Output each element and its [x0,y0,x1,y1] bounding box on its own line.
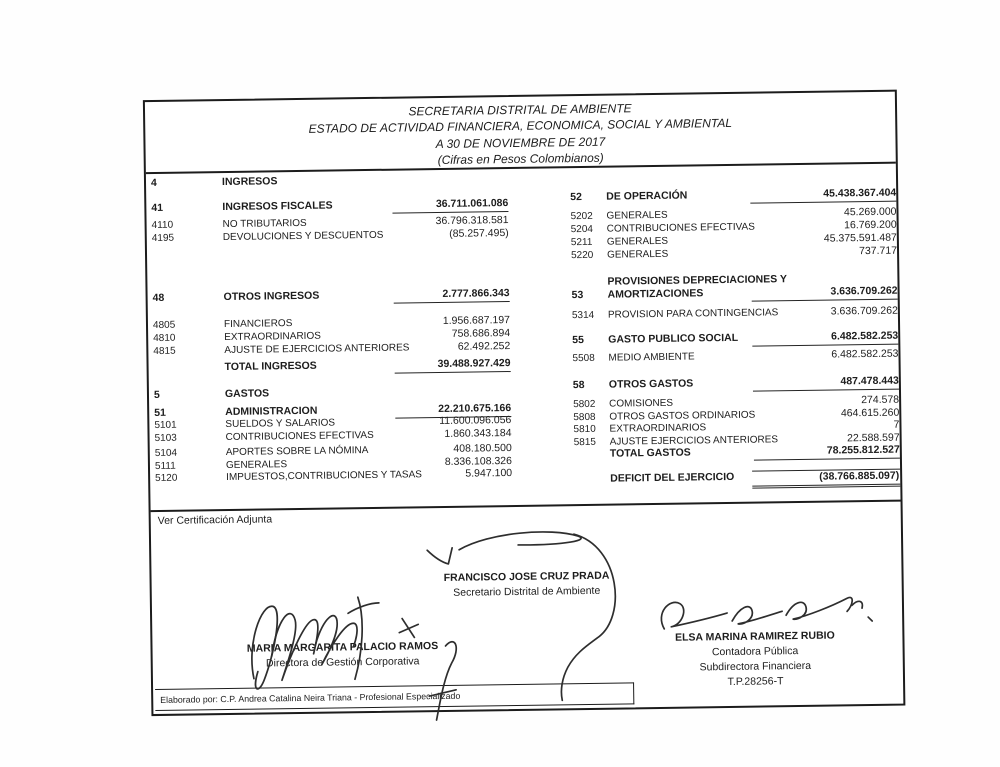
account-amount: 3.636.709.262 [752,285,898,302]
statement-date: A 30 DE NOVIEMBRE DE 2017 [435,134,606,152]
account-amount: 7 [893,418,900,431]
entity-title: SECRETARIA DISTRITAL DE AMBIENTE [408,101,632,119]
account-amount: 45.375.591.487 [823,231,897,245]
account-code: 53 [571,289,584,302]
account-label: GENERALES [606,235,669,248]
account-code: 5202 [570,210,593,223]
signatory-name: MARIA MARGARITA PALACIO RAMOS [246,640,439,655]
account-label: OTROS GASTOS ORDINARIOS [609,409,756,423]
account-amount: 487.478.443 [753,375,899,392]
account-amount: 1.860.343.184 [444,427,512,440]
account-code: 55 [572,334,585,347]
account-code: 5103 [154,432,177,445]
account-code: 5810 [573,423,596,436]
signature-block-directora [242,640,442,670]
account-label: GENERALES [606,248,669,261]
account-code: 48 [152,291,165,305]
account-label: IMPUESTOS,CONTRIBUCIONES Y TASAS [226,469,422,484]
account-amount: 45.269.000 [843,205,897,219]
account-amount: 78.255.812.527 [754,444,900,461]
account-amount: 22.210.675.166 [395,402,511,419]
prepared-by-text: Elaborado por: C.P. Andrea Catalina Neira Triana - Profesional Especializado [160,690,461,705]
account-amount: (38.766.885.097) [752,469,900,489]
account-label: DE OPERACIÓN [606,189,688,203]
account-amount: 6.482.582.253 [752,330,898,347]
account-amount [395,384,511,386]
statement-title: ESTADO DE ACTIVIDAD FINANCIERA, ECONOMICA, SOCIAL Y AMBIENTAL [308,115,733,136]
account-label: TOTAL GASTOS [609,446,691,460]
statement-row [570,469,902,488]
signatory-title: T.P.28256-T [727,675,784,689]
account-amount: 464.615.260 [840,406,900,420]
account-amount: 39.488.927.429 [394,357,510,374]
account-code: 5104 [154,447,178,460]
account-label: INGRESOS [221,175,278,189]
account-code: 5 [153,388,160,402]
account-label: DEFICIT DEL EJERCICIO [610,470,735,485]
account-label: OTROS INGRESOS [223,289,320,304]
account-code: 5508 [572,352,595,365]
account-code: 5101 [154,419,177,432]
signature-block-contadora [652,629,858,689]
statement-row [568,305,900,324]
account-amount: 737.717 [858,244,898,258]
statement-row [149,357,513,376]
account-label: EXTRAORDINARIOS [224,330,321,344]
account-label: CONTRIBUCIONES EFECTIVAS [606,221,755,235]
account-amount: 16.769.200 [844,218,897,232]
account-code: 4815 [153,345,176,358]
account-code: 5120 [155,472,178,485]
account-amount: 22.588.597 [847,431,900,445]
statement-row [146,172,510,191]
statement-row [148,287,512,306]
account-amount: 45.438.367.404 [750,187,896,204]
signatory-name: FRANCISCO JOSE CRUZ PRADA [443,569,610,584]
statement-row [146,197,510,216]
statement-row [568,330,900,349]
account-label: GASTO PUBLICO SOCIAL [608,331,739,346]
account-code: 4810 [153,332,176,345]
statement-body [145,92,901,510]
signature-block-secretario [421,569,631,599]
account-amount: 758.686.894 [451,327,511,340]
account-amount [392,172,508,174]
account-label: AJUSTE EJERCICIOS ANTERIORES [609,434,779,448]
statement-row [569,375,901,394]
account-code: 5802 [573,398,596,411]
account-amount: 3.636.709.262 [830,304,898,318]
account-label: GENERALES [225,459,288,472]
account-amount: 6.482.582.253 [831,347,899,361]
account-code: 4805 [152,319,176,332]
account-label: TOTAL INGRESOS [224,359,317,374]
account-label: FINANCIEROS [223,318,293,331]
account-label: PROVISIONES DEPRECIACIONES Y [607,273,788,288]
statement-row [566,187,898,206]
signatory-title: Secretario Distrital de Ambiente [453,584,601,599]
account-amount: (85.257.495) [449,227,509,240]
signatory-title: Contadora Pública [711,645,799,659]
account-amount: 11.600.096.056 [439,414,512,428]
statement-row [149,384,513,403]
account-code: 4195 [151,232,175,245]
certification-note: Ver Certificación Adjunta [157,513,273,527]
account-label: GASTOS [224,387,270,401]
account-code: 5111 [154,460,176,473]
account-code: 51 [154,406,167,420]
account-amount: 2.777.866.343 [394,287,510,304]
account-code: 4 [150,176,157,190]
signatory-title: Directora de Gestión Corporativa [265,655,420,670]
account-label: INGRESOS FISCALES [222,199,333,214]
account-label: CONTRIBUCIONES EFECTIVAS [225,429,374,444]
account-label: APORTES SOBRE LA NÓMINA [225,445,369,459]
financial-statement [143,90,906,716]
account-amount: 5.947.100 [465,467,513,480]
account-label: DEVOLUCIONES Y DESCUENTOS [222,229,384,244]
account-label: COMISIONES [609,397,674,410]
account-label: EXTRAORDINARIOS [609,422,707,435]
account-amount: 8.336.108.326 [444,455,513,468]
account-code: 41 [151,201,164,215]
account-code: 5808 [573,411,596,424]
account-label: GENERALES [606,209,668,222]
income-column [145,97,515,510]
statement-row [568,348,900,367]
account-label: OTROS GASTOS [608,377,694,391]
signatory-title: Subdirectora Financiera [699,659,812,674]
account-amount: 408.180.500 [453,442,512,455]
prepared-by-box [155,682,634,711]
account-code: 5314 [571,309,595,322]
expense-column [565,92,903,505]
account-amount: 36.796.318.581 [435,214,509,228]
account-label: NO TRIBUTARIOS [222,217,307,231]
account-amount: 274.578 [861,393,900,407]
account-code: 58 [572,379,585,392]
account-label: SUELDOS Y SALARIOS [225,417,336,431]
account-code: 4110 [151,219,174,232]
account-code: 52 [570,191,583,204]
account-amount: 62.492.252 [457,340,511,353]
account-label: AJUSTE DE EJERCICIOS ANTERIORES [224,342,410,357]
account-label: PROVISION PARA CONTINGENCIAS [607,307,779,321]
account-amount: 1.956.687.197 [442,314,511,327]
account-code: 5220 [570,249,594,262]
account-label: MEDIO AMBIENTE [608,351,695,364]
account-label: ADMINISTRACION [225,404,318,419]
account-label: AMORTIZACIONES [607,287,704,301]
account-code: 5211 [570,236,593,249]
account-code: 5815 [573,436,597,449]
account-amount: 36.711.061.086 [392,197,508,214]
signatory-name: ELSA MARINA RAMIREZ RUBIO [675,629,835,644]
units-note: (Cifras en Pesos Colombianos) [437,150,604,168]
account-code: 5204 [570,223,594,236]
